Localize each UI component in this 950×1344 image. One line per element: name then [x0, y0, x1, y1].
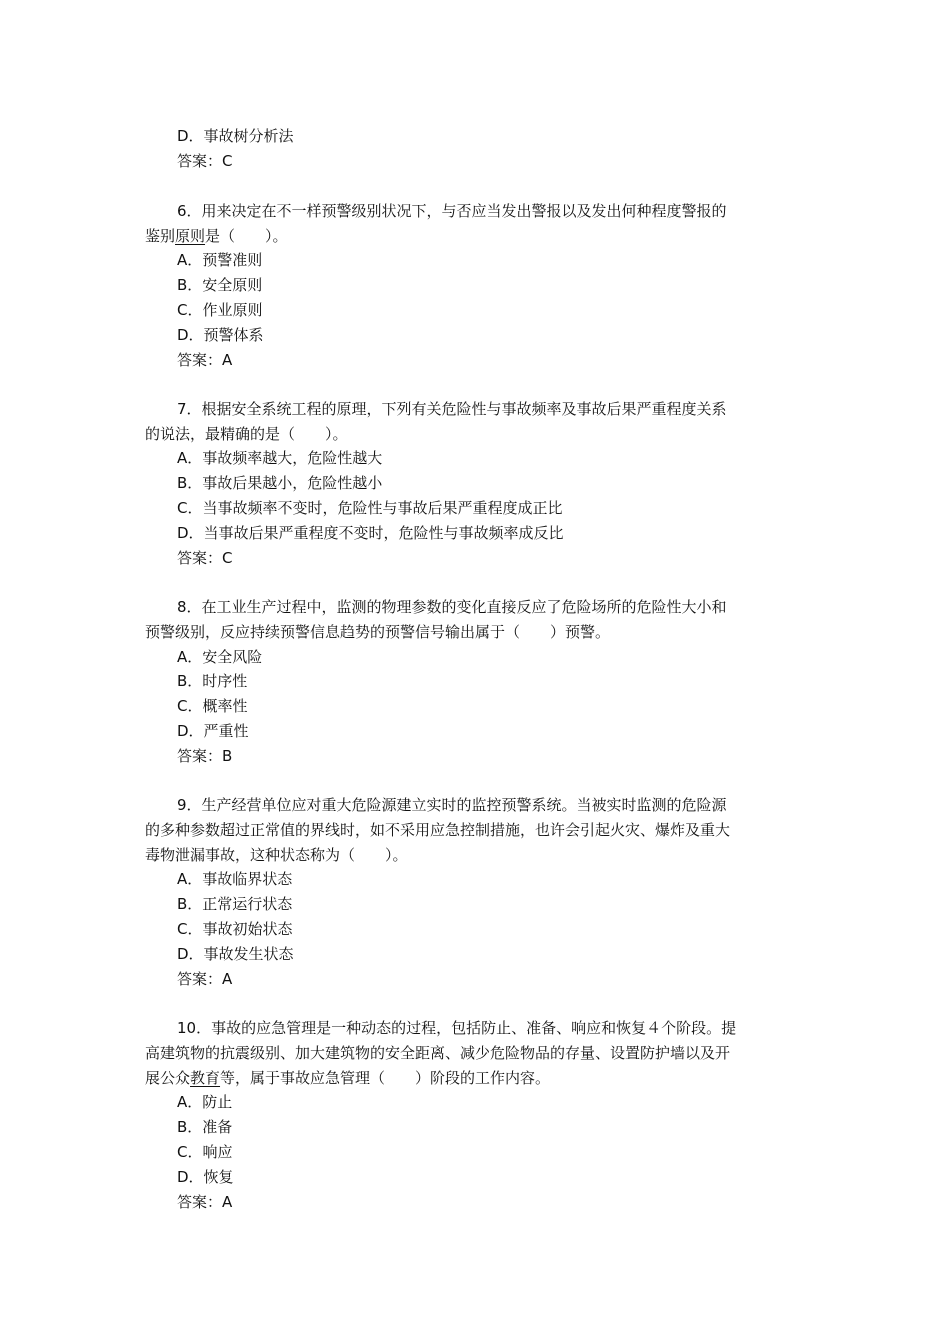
q8-option-c: C．概率性: [177, 697, 248, 715]
q9-stem-line-1: 9．生产经营单位应对重大危险源建立实时的监控预警系统。当被实时监测的危险源: [177, 796, 727, 814]
q9-stem-line-2: 的多种参数超过正常值的界线时，如不采用应急控制措施，也许会引起火灾、爆炸及重大: [145, 821, 731, 839]
q6-answer: 答案：A: [177, 351, 233, 369]
q9-option-b: B．正常运行状态: [177, 895, 293, 913]
q10-stem-line-3: [145, 1068, 550, 1088]
q6-stem-line-1: 6．用来决定在不一样预警级别状况下，与否应当发出警报以及发出何种程度警报的: [177, 202, 727, 220]
q10-option-a: A．防止: [177, 1093, 233, 1111]
q6-stem-line-2: [145, 226, 288, 246]
q8-option-b: B．时序性: [177, 672, 248, 690]
prev-option-d: D．事故树分析法: [177, 127, 294, 145]
q9-option-c: C．事故初始状态: [177, 920, 293, 938]
q8-answer: 答案：B: [177, 747, 233, 765]
q7-option-a: A．事故频率越大，危险性越大: [177, 449, 383, 467]
q10-option-b: B．准备: [177, 1118, 233, 1136]
q9-stem-line-3: 毒物泄漏事故，这种状态称为（ ）。: [145, 846, 408, 864]
q8-option-a: A．安全风险: [177, 648, 263, 666]
prev-answer: 答案：C: [177, 152, 233, 170]
q8-option-d: D．严重性: [177, 722, 249, 740]
q6-option-c: C．作业原则: [177, 301, 263, 319]
q10-stem-line-2: 高建筑物的抗震级别、加大建筑物的安全距离、减少危险物品的存量、设置防护墙以及开: [145, 1044, 731, 1062]
q10-option-d: D．恢复: [177, 1168, 234, 1186]
q6-option-a: A．预警准则: [177, 251, 263, 269]
q10-answer: 答案：A: [177, 1193, 233, 1211]
q7-option-b: B．事故后果越小，危险性越小: [177, 474, 383, 492]
q10-option-c: C．响应: [177, 1143, 233, 1161]
q10-stem-tail-pre: 展公众: [145, 1069, 191, 1087]
q7-stem-line-2: 的说法，最精确的是（ ）。: [145, 425, 348, 443]
q10-stem-tail-post: 等，属于事故应急管理（ ）阶段的工作内容。: [220, 1069, 551, 1087]
q9-option-a: A．事故临界状态: [177, 870, 293, 888]
q7-stem-line-1: 7．根据安全系统工程的原理，下列有关危险性与事故频率及事故后果严重程度关系: [177, 400, 727, 418]
q6-link-principle[interactable]: 原则: [175, 227, 206, 245]
q6-option-b: B．安全原则: [177, 276, 263, 294]
q10-link-education[interactable]: 教育: [190, 1069, 221, 1087]
q6-stem-tail-post: 是（ ）。: [205, 227, 288, 245]
q7-option-c: C．当事故频率不变时，危险性与事故后果严重程度成正比: [177, 499, 563, 517]
q7-answer: 答案：C: [177, 549, 233, 567]
q10-stem-line-1: 10．事故的应急管理是一种动态的过程，包括防止、准备、响应和恢复４个阶段。提: [177, 1019, 737, 1037]
q6-option-d: D．预警体系: [177, 326, 264, 344]
q8-stem-line-1: 8．在工业生产过程中，监测的物理参数的变化直接反应了危险场所的危险性大小和: [177, 598, 727, 616]
q9-option-d: D．事故发生状态: [177, 945, 294, 963]
q9-answer: 答案：A: [177, 970, 233, 988]
q8-stem-line-2: 预警级别，反应持续预警信息趋势的预警信号输出属于（ ）预警。: [145, 623, 611, 641]
q6-stem-tail-pre: 鉴别: [145, 227, 176, 245]
q7-option-d: D．当事故后果严重程度不变时，危险性与事故频率成反比: [177, 524, 564, 542]
